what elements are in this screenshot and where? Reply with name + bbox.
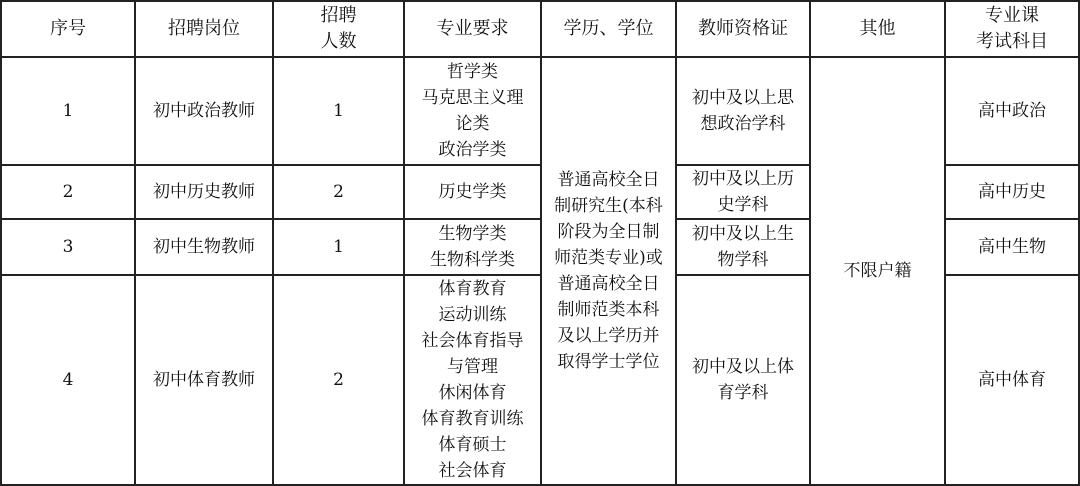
header-seq: 序号: [1, 1, 135, 57]
cell-education-shared: [541, 57, 676, 485]
major-line: 论类: [455, 114, 490, 134]
header-exam-line-1: 专业课: [985, 5, 1039, 26]
header-exam: [945, 1, 1079, 57]
cell-count: 1: [273, 219, 404, 275]
cell-exam: 高中政治: [945, 57, 1079, 165]
header-major: 专业要求: [404, 1, 541, 57]
cell-seq: 4: [1, 275, 135, 485]
cell-certificate: [676, 57, 810, 165]
cell-certificate: [676, 219, 810, 275]
major-line: 社会体育: [438, 461, 507, 481]
header-position: 招聘岗位: [135, 1, 273, 57]
cell-other-shared: 不限户籍: [810, 57, 945, 485]
certificate-line: 史学科: [717, 195, 769, 215]
education-line: 制研究生(本科: [554, 196, 663, 216]
cell-position: 初中体育教师: [135, 275, 273, 485]
cell-seq: 2: [1, 165, 135, 219]
header-other: 其他: [810, 1, 945, 57]
header-education: 学历、学位: [541, 1, 676, 57]
certificate-line: 初中及以上生: [692, 224, 794, 244]
certificate-line: 初中及以上体: [692, 357, 794, 377]
header-row: [1, 1, 1079, 57]
major-line: 历史学类: [438, 182, 507, 202]
major-line: 政治学类: [438, 140, 507, 160]
header-certificate: 教师资格证: [676, 1, 810, 57]
header-count-line-2: 人数: [320, 31, 357, 52]
major-line: 马克思主义理: [421, 88, 524, 108]
cell-count: 2: [273, 275, 404, 485]
cell-count: 1: [273, 57, 404, 165]
cell-exam: 高中历史: [945, 165, 1079, 219]
education-line: 普通高校全日: [557, 170, 660, 190]
cell-major: [404, 219, 541, 275]
cell-major: [404, 275, 541, 485]
education-line: 取得学士学位: [557, 352, 660, 372]
major-line: 哲学类: [447, 62, 498, 82]
cell-exam: 高中体育: [945, 275, 1079, 485]
education-line: 及以上学历并: [557, 326, 660, 346]
cell-major: [404, 165, 541, 219]
certificate-line: 初中及以上历: [692, 169, 794, 189]
major-line: 生物科学类: [430, 250, 515, 270]
header-exam-line-2: 考试科目: [976, 31, 1048, 52]
cell-seq: 3: [1, 219, 135, 275]
cell-seq: 1: [1, 57, 135, 165]
cell-certificate: [676, 275, 810, 485]
header-count: [273, 1, 404, 57]
major-line: 运动训练: [438, 305, 507, 325]
table-row: [1, 57, 1079, 165]
cell-position: 初中政治教师: [135, 57, 273, 165]
major-line: 体育教育: [438, 279, 507, 299]
header-count-line-1: 招聘: [320, 5, 357, 26]
cell-position: 初中历史教师: [135, 165, 273, 219]
education-line: 阶段为全日制: [557, 222, 660, 242]
major-line: 生物学类: [438, 224, 507, 244]
education-line: 师范类专业)或: [554, 248, 663, 268]
major-line: 社会体育指导: [421, 331, 524, 351]
major-line: 休闲体育: [438, 383, 507, 403]
cell-certificate: [676, 165, 810, 219]
cell-major: [404, 57, 541, 165]
cell-count: 2: [273, 165, 404, 219]
education-line: 普通高校全日: [557, 274, 660, 294]
cell-exam: 高中生物: [945, 219, 1079, 275]
cell-position: 初中生物教师: [135, 219, 273, 275]
major-line: 体育教育训练: [421, 409, 524, 429]
certificate-line: 初中及以上思: [692, 88, 794, 108]
major-line: 体育硕士: [438, 435, 507, 455]
major-line: 与管理: [447, 357, 498, 377]
education-line: 制师范类本科: [557, 300, 660, 320]
certificate-line: 想政治学科: [700, 114, 786, 134]
certificate-line: 物学科: [717, 250, 769, 270]
certificate-line: 育学科: [717, 383, 769, 403]
